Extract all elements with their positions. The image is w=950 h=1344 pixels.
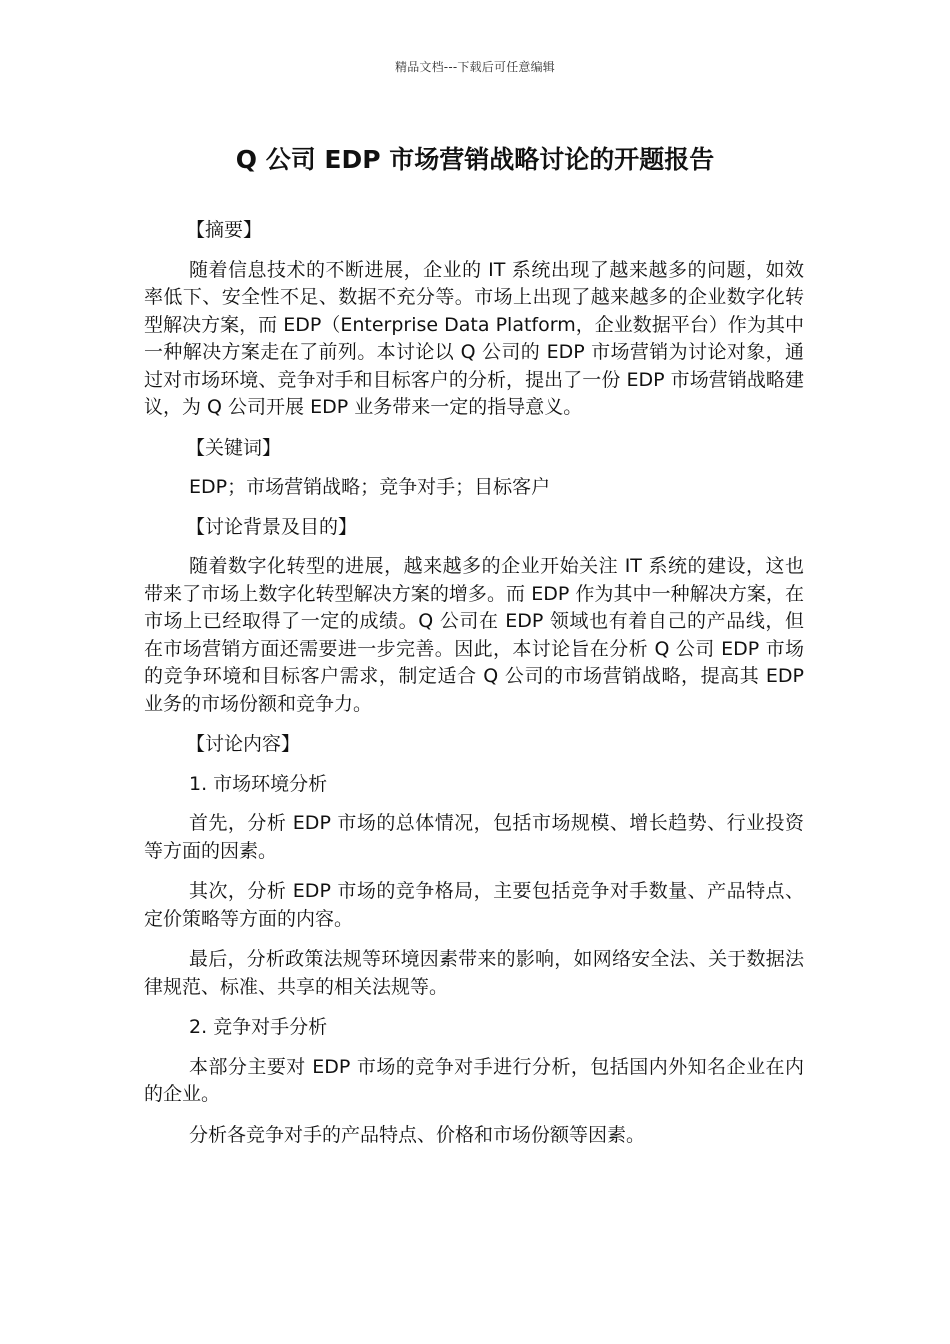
section1-heading: 1. 市场环境分析 (189, 772, 328, 795)
section2-heading: 2. 竞争对手分析 (189, 1016, 328, 1038)
section2-paragraph-1: 本部分主要对 EDP 市场的竞争对手进行分析，包括国内外知名企业在内的企业。 (144, 1055, 804, 1105)
abstract-paragraph: 随着信息技术的不断进展，企业的 IT 系统出现了越来越多的问题，如效率低下、安全性不足、数据不充分等。市场上出现了越来越多的企业数字化转型解决方案，而 EDP（Enterprise Data Platform，企业数据平台）作为其中一种解决方案走在了前列。本讨论以 Q 公司的 EDP 市场营销为讨论对象，通过对市场环境、竞争对手和目标客户的分析，提出了一份 EDP 市场营销战略建议，为 Q 公司开展 EDP 业务带来一定的指导意义。 (144, 258, 804, 418)
section2-paragraph-2: 分析各竞争对手的产品特点、价格和市场份额等因素。 (189, 1123, 646, 1146)
document-body (144, 217, 804, 1161)
content-heading: 【讨论内容】 (186, 733, 301, 755)
section1-paragraph-1: 首先，分析 EDP 市场的总体情况，包括市场规模、增长趋势、行业投资等方面的因素。 (144, 812, 804, 862)
section1-paragraph-3: 最后，分析政策法规等环境因素带来的影响，如网络安全法、关于数据法律规范、标准、共享的相关法规等。 (144, 948, 804, 998)
abstract-heading: 【摘要】 (186, 219, 263, 241)
keywords-paragraph: EDP；市场营销战略；竞争对手；目标客户 (189, 476, 551, 498)
background-heading: 【讨论背景及目的】 (186, 515, 358, 538)
section1-paragraph-2: 其次，分析 EDP 市场的竞争格局，主要包括竞争对手数量、产品特点、定价策略等方面的内容。 (144, 880, 804, 930)
document-title: Q 公司 EDP 市场营销战略讨论的开题报告 (235, 145, 715, 174)
background-paragraph: 随着数字化转型的进展，越来越多的企业开始关注 IT 系统的建设，这也带来了市场上数字化转型解决方案的增多。而 EDP 作为其中一种解决方案，在市场上已经取得了一定的成绩。Q 公司在 EDP 领域也有着自己的产品线，但在市场营销方面还需要进一步完善。因此，本讨论旨在分析 Q 公司 EDP 市场的竞争环境和目标客户需求，制定适合 Q 公司的市场营销战略，提高其 EDP 业务的市场份额和竞争力。 (144, 555, 804, 715)
header-note: 精品文档---下载后可任意编辑 (395, 60, 555, 74)
keywords-heading: 【关键词】 (186, 436, 282, 459)
